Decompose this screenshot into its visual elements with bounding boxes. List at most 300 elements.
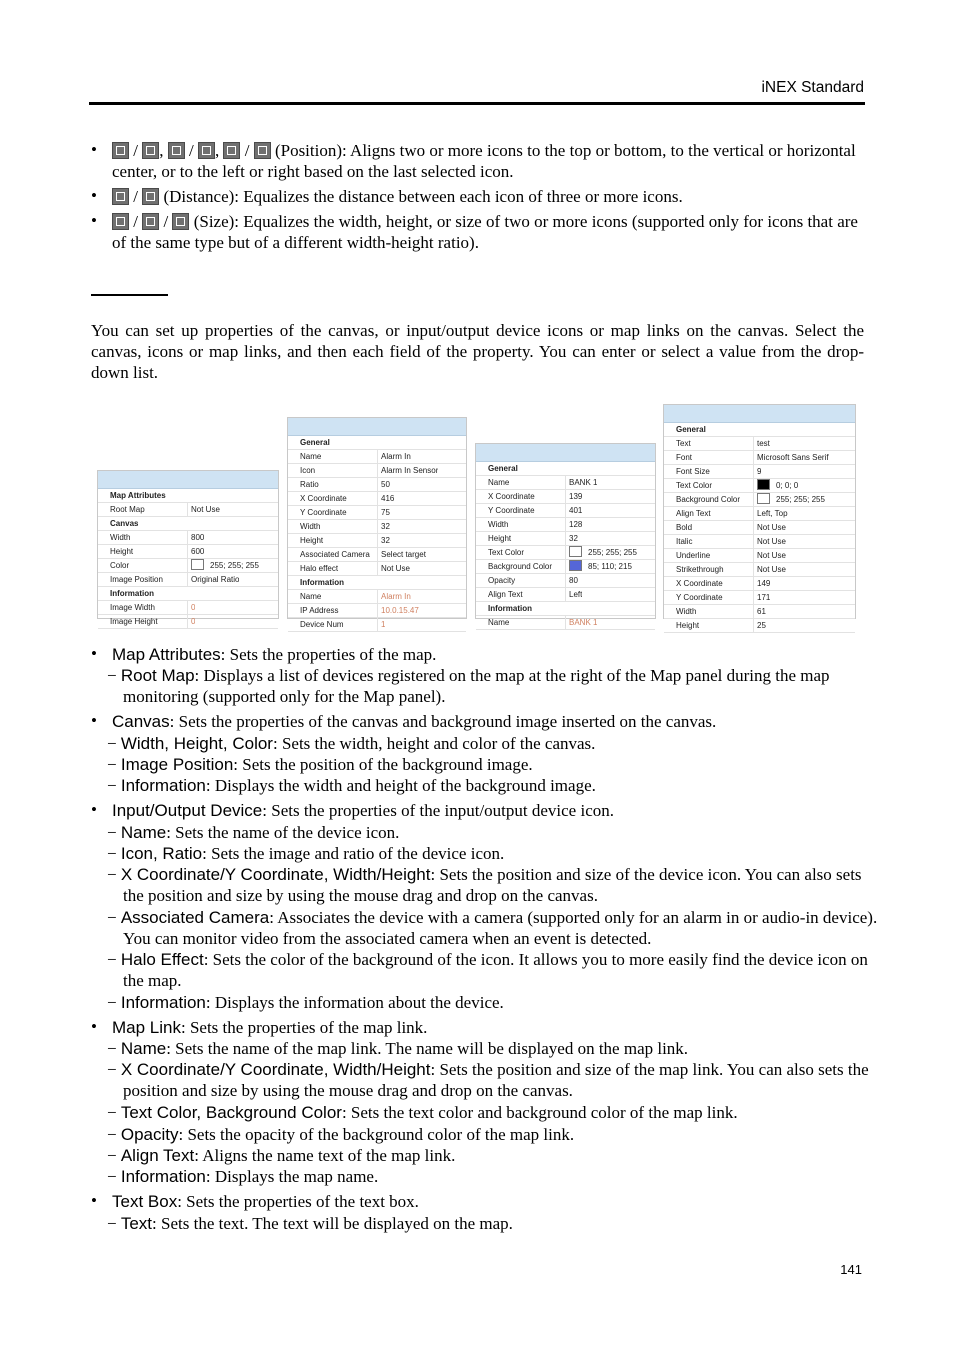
property-key: Y Coordinate (288, 506, 378, 519)
color-swatch (191, 559, 204, 570)
property-value (188, 573, 239, 586)
bullet-marker: • (91, 711, 97, 730)
property-key: Information (110, 589, 154, 598)
property-value (378, 492, 394, 505)
property-value-text: Not Use (757, 523, 786, 532)
map-link-properties-panel (475, 443, 656, 627)
section-item (112, 711, 864, 732)
section-description: : Sets the properties of the text box. (177, 1192, 419, 1211)
property-key: Width (98, 531, 188, 544)
property-row[interactable] (476, 546, 655, 560)
property-row[interactable] (288, 590, 466, 604)
sub-term: Image Position (120, 755, 234, 774)
color-swatch (757, 479, 770, 490)
bullet-marker: • (91, 644, 97, 663)
sub-item (107, 1213, 880, 1234)
property-value (754, 479, 798, 492)
property-key: Name (476, 616, 566, 629)
property-key: Name (288, 590, 378, 603)
section-item (112, 1017, 864, 1038)
sub-item (107, 1102, 880, 1123)
sub-term: Name (120, 1039, 167, 1058)
property-value (188, 601, 195, 614)
sub-term: Align Text (120, 1146, 195, 1165)
property-key: Height (664, 619, 754, 632)
property-value-text: 416 (381, 494, 395, 503)
property-row[interactable] (476, 560, 655, 574)
property-key: Information (300, 578, 344, 587)
dash-marker: − (107, 865, 121, 884)
property-key: Text (664, 437, 754, 450)
property-key: Ratio (288, 478, 378, 491)
section-term: Map Link (112, 1018, 181, 1037)
color-swatch (757, 493, 770, 504)
property-row[interactable] (288, 534, 466, 548)
bullet-marker: • (91, 186, 97, 205)
property-key: Icon (288, 464, 378, 477)
intro-paragraph: You can set up properties of the canvas, or input/output device icons or map links on the canvas. Select the canvas, icons or map links, and then each field of the property. You can enter or select a value from the drop-down list. (91, 321, 864, 382)
property-value-text: 9 (757, 467, 762, 476)
section-term: Canvas (112, 712, 170, 731)
property-row[interactable] (476, 476, 655, 490)
property-value-text: 32 (381, 536, 390, 545)
section-term: Input/Output Device (112, 801, 263, 820)
distance-vertical-icon (142, 188, 159, 205)
property-key: Canvas (110, 519, 139, 528)
dash-marker: − (107, 1060, 121, 1079)
property-value (378, 548, 426, 561)
property-key: X Coordinate (664, 577, 754, 590)
property-key: Opacity (476, 574, 566, 587)
property-value (754, 605, 766, 618)
property-key: Align Text (664, 507, 754, 520)
property-category[interactable] (98, 489, 278, 503)
property-key: Image Height (98, 615, 188, 628)
property-row[interactable] (476, 518, 655, 532)
property-key: Map Attributes (110, 491, 166, 500)
property-key: X Coordinate (476, 490, 566, 503)
dash-marker: − (107, 1167, 121, 1186)
property-row[interactable] (288, 478, 466, 492)
section-rule (91, 294, 168, 296)
property-value (566, 476, 597, 489)
property-value-text: 61 (757, 607, 766, 616)
property-value-text: Left, Top (757, 509, 788, 518)
property-key: Name (288, 450, 378, 463)
property-row[interactable] (664, 465, 855, 479)
property-key: Height (288, 534, 378, 547)
distance-horizontal-icon (112, 188, 129, 205)
property-key: General (488, 464, 518, 473)
section-description: : Sets the properties of the canvas and background image inserted on the canvas. (169, 712, 717, 731)
sub-term: X Coordinate/Y Coordinate, Width/Height (120, 865, 431, 884)
property-key: Root Map (98, 503, 188, 516)
sub-description: : Displays the width and height of the background image. (205, 776, 596, 795)
property-value (566, 616, 597, 629)
header-rule (89, 102, 865, 105)
property-value (188, 503, 220, 516)
property-value-text: 255; 255; 255 (210, 561, 259, 570)
dash-marker: − (107, 823, 121, 842)
device-properties-panel (287, 417, 467, 629)
sub-description: : Sets the position and size of the device icon. You can also sets the position and size by using the mouse drag and drop on the canvas. (123, 865, 862, 905)
bullet-marker: • (91, 1191, 97, 1210)
section-term: Map Attributes (112, 645, 221, 664)
property-row[interactable] (664, 437, 855, 451)
property-key: Font Size (664, 465, 754, 478)
property-row[interactable] (664, 619, 855, 633)
dash-marker: − (107, 776, 121, 795)
same-width-icon (112, 213, 129, 230)
property-value-text: Not Use (191, 505, 220, 514)
property-category[interactable] (288, 436, 466, 450)
same-size-icon (172, 213, 189, 230)
sub-term: Information (120, 776, 206, 795)
property-row[interactable] (664, 479, 855, 493)
property-key: Y Coordinate (664, 591, 754, 604)
section-term: Text Box (112, 1192, 178, 1211)
property-row[interactable] (98, 615, 278, 629)
property-value-text: BANK 1 (569, 478, 598, 487)
property-category[interactable] (288, 576, 466, 590)
property-category[interactable] (476, 602, 655, 616)
bullet-marker: • (91, 1017, 97, 1036)
section-description: : Sets the properties of the map. (220, 645, 437, 664)
property-key: Y Coordinate (476, 504, 566, 517)
property-key: Color (98, 559, 188, 572)
sub-item (107, 1059, 880, 1101)
sub-term: Root Map (120, 666, 195, 685)
property-value-text: 255; 255; 255 (588, 548, 637, 557)
property-value (378, 604, 419, 617)
property-row[interactable] (664, 507, 855, 521)
property-value (566, 574, 578, 587)
property-row[interactable] (664, 591, 855, 605)
property-row[interactable] (664, 563, 855, 577)
property-value (378, 506, 390, 519)
property-value (754, 507, 788, 520)
property-value-text: 10.0.15.47 (381, 606, 419, 615)
property-value-text: Original Ratio (191, 575, 240, 584)
property-value-text: Alarm In Sensor (381, 466, 439, 475)
property-key: Device Num (288, 618, 378, 631)
text-box-properties-panel (663, 404, 856, 630)
property-row[interactable] (288, 464, 466, 478)
sub-description: : Sets the text. The text will be displayed on the map. (152, 1214, 513, 1233)
property-row[interactable] (98, 559, 278, 573)
property-category[interactable] (664, 423, 855, 437)
property-key: Width (476, 518, 566, 531)
position-bullet: / , / , / (Position): Aligns two or more icons to the top or bottom, to the vertical or horizontal center, or to the left or right based on the last selected icon. (112, 141, 856, 181)
sub-item (107, 754, 880, 775)
property-value (566, 588, 582, 601)
property-category[interactable] (98, 517, 278, 531)
page-number: 141 (840, 1262, 862, 1277)
property-value-text: BANK 1 (569, 618, 598, 627)
sub-term: Information (120, 1167, 206, 1186)
sub-term: Opacity (120, 1125, 179, 1144)
sub-description: : Sets the name of the map link. The name will be displayed on the map link. (166, 1039, 689, 1058)
dash-marker: − (107, 1039, 121, 1058)
property-value-text: 0 (191, 617, 196, 626)
property-value-text: 0; 0; 0 (776, 481, 799, 490)
sub-item (107, 907, 880, 949)
sub-item (107, 733, 880, 754)
dash-marker: − (107, 1214, 121, 1233)
property-key: Name (476, 476, 566, 489)
sub-description: : Sets the opacity of the background color of the map link. (178, 1125, 575, 1144)
align-horizontal-center-icon (198, 142, 215, 159)
property-key: Strikethrough (664, 563, 754, 576)
property-row[interactable] (664, 451, 855, 465)
property-key: Image Width (98, 601, 188, 614)
property-value (754, 493, 825, 506)
dash-marker: − (107, 666, 121, 685)
property-value (188, 615, 195, 628)
property-value (188, 559, 259, 572)
align-right-icon (254, 142, 271, 159)
sub-term: Text (120, 1214, 153, 1233)
property-value-text: test (757, 439, 770, 448)
dash-marker: − (107, 844, 121, 863)
property-value-text: 139 (569, 492, 583, 501)
property-value (378, 520, 390, 533)
property-value-text: 1 (381, 620, 386, 629)
property-row[interactable] (288, 492, 466, 506)
property-row[interactable] (288, 562, 466, 576)
property-value-text: 75 (381, 508, 390, 517)
property-key: Italic (664, 535, 754, 548)
property-row[interactable] (476, 588, 655, 602)
bullet-marker: • (91, 211, 97, 230)
property-key: Background Color (664, 493, 754, 506)
property-value-text: Not Use (757, 551, 786, 560)
align-bottom-icon (142, 142, 159, 159)
property-row[interactable] (664, 605, 855, 619)
property-value-text: Alarm In (381, 452, 411, 461)
property-value-text: Microsoft Sans Serif (757, 453, 829, 462)
property-row[interactable] (98, 601, 278, 615)
sub-term: Width, Height, Color (120, 734, 273, 753)
property-row[interactable] (288, 506, 466, 520)
sub-item (107, 949, 880, 991)
sub-description: : Displays the map name. (205, 1167, 379, 1186)
property-value (566, 560, 632, 573)
property-key: Width (288, 520, 378, 533)
property-row[interactable] (476, 532, 655, 546)
dash-marker: − (107, 734, 121, 753)
property-value-text: Left (569, 590, 583, 599)
property-row[interactable] (664, 535, 855, 549)
sub-term: Associated Camera (120, 908, 270, 927)
bullet-marker: • (91, 800, 97, 819)
sub-description: : Sets the width, height and color of the canvas. (272, 734, 596, 753)
property-row[interactable] (476, 504, 655, 518)
align-left-icon (223, 142, 240, 159)
property-row[interactable] (98, 545, 278, 559)
property-row[interactable] (664, 549, 855, 563)
sub-term: X Coordinate/Y Coordinate, Width/Height (120, 1060, 431, 1079)
bullet-marker: • (91, 140, 97, 159)
property-value (754, 591, 770, 604)
sub-item (107, 775, 880, 796)
section-description: : Sets the properties of the input/output device icon. (262, 801, 614, 820)
property-row[interactable] (288, 450, 466, 464)
property-key: X Coordinate (288, 492, 378, 505)
sub-item (107, 822, 880, 843)
property-value-text: 149 (757, 579, 771, 588)
sub-item (107, 1124, 880, 1145)
property-key: Image Position (98, 573, 188, 586)
property-value (566, 546, 637, 559)
property-key: Width (664, 605, 754, 618)
property-value (378, 478, 390, 491)
property-value (566, 490, 582, 503)
sub-description: : Associates the device with a camera (supported only for an alarm in or audio-in device). You can monitor video from the associated camera when an event is detected. (123, 908, 878, 948)
property-row[interactable] (476, 490, 655, 504)
property-key: IP Address (288, 604, 378, 617)
sub-description: : Sets the name of the device icon. (166, 823, 400, 842)
property-row[interactable] (664, 493, 855, 507)
sub-description: : Aligns the name text of the map link. (194, 1146, 456, 1165)
property-value (566, 532, 578, 545)
section-item (112, 800, 864, 821)
dash-marker: − (107, 950, 121, 969)
align-top-icon (112, 142, 129, 159)
dash-marker: − (107, 993, 121, 1012)
property-key: Font (664, 451, 754, 464)
property-value-text: 50 (381, 480, 390, 489)
property-value-text: 128 (569, 520, 583, 529)
property-row[interactable] (288, 520, 466, 534)
sub-term: Icon, Ratio (120, 844, 203, 863)
running-header: iNEX Standard (761, 79, 864, 96)
section-item (112, 644, 864, 665)
property-value (754, 549, 786, 562)
property-key: Halo effect (288, 562, 378, 575)
property-row[interactable] (98, 573, 278, 587)
property-key: Height (98, 545, 188, 558)
sub-item (107, 1166, 880, 1187)
same-height-icon (142, 213, 159, 230)
sub-term: Halo Effect (120, 950, 204, 969)
property-row[interactable] (476, 616, 655, 630)
property-value (754, 563, 786, 576)
property-value-text: Alarm In (381, 592, 411, 601)
dash-marker: − (107, 1103, 121, 1122)
property-key: General (300, 438, 330, 447)
property-value-text: 401 (569, 506, 583, 515)
sub-term: Information (120, 993, 206, 1012)
sub-item (107, 1038, 880, 1059)
property-value (754, 437, 770, 450)
property-value (378, 534, 390, 547)
property-value (754, 521, 786, 534)
property-key: Information (488, 604, 532, 613)
property-row[interactable] (664, 577, 855, 591)
property-value-text: Not Use (757, 565, 786, 574)
property-value (188, 531, 204, 544)
color-swatch (569, 546, 582, 557)
sub-term: Name (120, 823, 167, 842)
sub-description: : Sets the color of the background of the icon. It allows you to more easily find the device icon on the map. (123, 950, 868, 990)
color-swatch (569, 560, 582, 571)
property-key: General (676, 425, 706, 434)
property-key: Text Color (476, 546, 566, 559)
property-key: Associated Camera (288, 548, 378, 561)
sub-description: : Displays a list of devices registered on the map at the right of the Map panel during the map monitoring (supported only for the Map panel). (123, 666, 830, 706)
property-value-text: 85; 110; 215 (588, 562, 632, 571)
property-value-text: Not Use (381, 564, 410, 573)
property-value (754, 451, 829, 464)
property-value (754, 535, 786, 548)
property-value (378, 562, 410, 575)
sub-description: : Sets the image and ratio of the device icon. (202, 844, 505, 863)
property-value (566, 518, 582, 531)
property-row[interactable] (476, 574, 655, 588)
property-value (754, 577, 770, 590)
property-key: Height (476, 532, 566, 545)
sub-item (107, 665, 880, 707)
property-row[interactable] (288, 604, 466, 618)
sub-item (107, 1145, 880, 1166)
property-value (566, 504, 582, 517)
sub-description: : Sets the position of the background image. (233, 755, 533, 774)
property-row[interactable] (98, 531, 278, 545)
property-value-text: 171 (757, 593, 771, 602)
property-value-text: Not Use (757, 537, 786, 546)
property-category[interactable] (476, 462, 655, 476)
dash-marker: − (107, 755, 121, 774)
property-value-text: 600 (191, 547, 205, 556)
dash-marker: − (107, 1146, 121, 1165)
property-value (378, 618, 385, 631)
property-value-text: 255; 255; 255 (776, 495, 825, 504)
property-key: Align Text (476, 588, 566, 601)
sub-term: Text Color, Background Color (120, 1103, 342, 1122)
section-item (112, 1191, 864, 1212)
property-category[interactable] (98, 587, 278, 601)
property-key: Underline (664, 549, 754, 562)
property-value (378, 464, 438, 477)
sub-item (107, 864, 880, 906)
property-value-text: 32 (569, 534, 578, 543)
sub-description: : Sets the text color and background color of the map link. (341, 1103, 738, 1122)
property-value-text: 0 (191, 603, 196, 612)
property-key: Text Color (664, 479, 754, 492)
property-row[interactable] (288, 618, 466, 632)
map-attributes-panel (97, 470, 279, 626)
sub-description: : Sets the position and size of the map link. You can also sets the position and size by using the mouse drag and drop on the canvas. (123, 1060, 869, 1100)
property-row[interactable] (664, 521, 855, 535)
sub-description: : Displays the information about the device. (205, 993, 504, 1012)
sub-item (107, 843, 880, 864)
property-value-text: 32 (381, 522, 390, 531)
property-row[interactable] (98, 503, 278, 517)
dash-marker: − (107, 908, 121, 927)
property-value (754, 465, 761, 478)
property-row[interactable] (288, 548, 466, 562)
size-bullet: / / (Size): Equalizes the width, height, or size of two or more icons (supported only for icons that are of the same type but of a different width-height ratio). (112, 212, 858, 252)
distance-bullet: / (Distance): Equalizes the distance between each icon of three or more icons. (112, 186, 864, 207)
property-value (378, 450, 411, 463)
property-value-text: 800 (191, 533, 205, 542)
property-value-text: 80 (569, 576, 578, 585)
dash-marker: − (107, 1125, 121, 1144)
property-value (754, 619, 766, 632)
property-value-text: Select target (381, 550, 426, 559)
property-value-text: 25 (757, 621, 766, 630)
